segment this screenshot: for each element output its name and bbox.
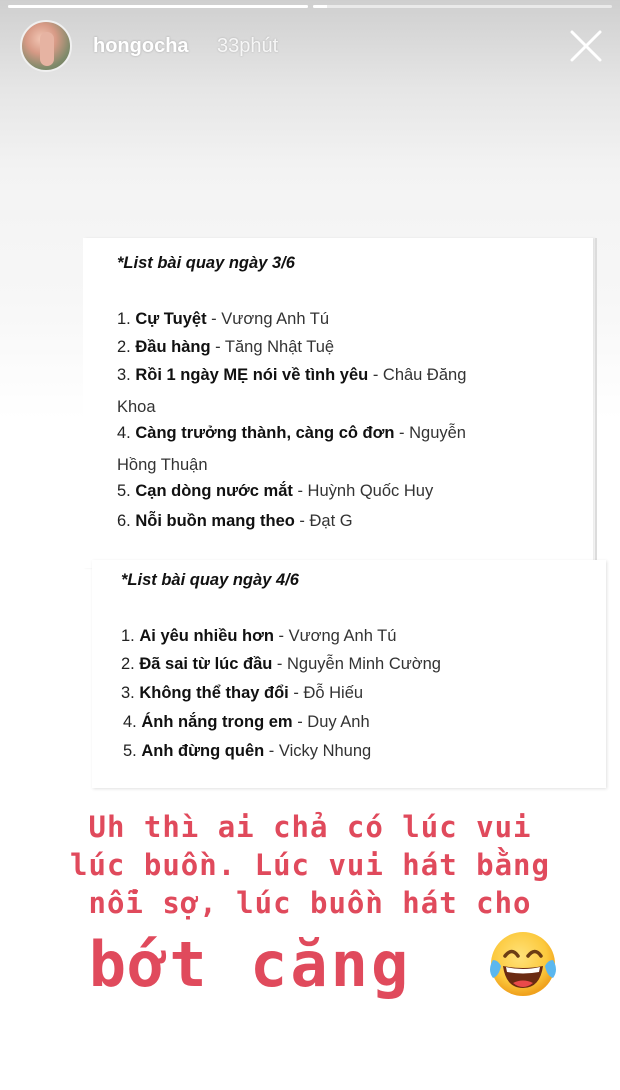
separator: - bbox=[294, 512, 310, 530]
item-number: 4. bbox=[117, 424, 131, 442]
list-item bbox=[117, 424, 466, 443]
avatar-figure bbox=[40, 32, 54, 66]
list-item-continuation bbox=[117, 398, 156, 417]
separator: - bbox=[394, 424, 410, 442]
list-item bbox=[121, 655, 441, 674]
separator: - bbox=[272, 655, 288, 673]
artist-name: Tăng Nhật Tuệ bbox=[224, 338, 335, 356]
item-number: 3. bbox=[117, 366, 131, 384]
avatar[interactable] bbox=[20, 20, 72, 72]
separator: - bbox=[368, 366, 383, 384]
list-item bbox=[117, 482, 433, 501]
artist-name: Nguyễn bbox=[409, 424, 466, 442]
song-title: Cự Tuyệt bbox=[135, 310, 207, 328]
separator: - bbox=[206, 310, 222, 328]
list-item bbox=[117, 512, 353, 531]
caption-line-1: Uh thì ai chả có lúc vui bbox=[88, 810, 532, 844]
caption-line-3: nỗi sợ, lúc buồn hát cho bbox=[88, 886, 532, 920]
story-header bbox=[0, 0, 620, 90]
separator: - bbox=[292, 713, 308, 731]
close-button[interactable] bbox=[568, 28, 604, 64]
artist-name: Châu Đăng bbox=[382, 366, 467, 384]
song-title: Đầu hàng bbox=[135, 338, 211, 356]
song-title: Rồi 1 ngày MẸ nói về tình yêu bbox=[135, 366, 369, 384]
list-item bbox=[117, 366, 466, 385]
list-item bbox=[121, 684, 363, 703]
song-title: Ai yêu nhiều hơn bbox=[139, 627, 274, 645]
tears-of-joy-emoji bbox=[485, 926, 561, 1002]
caption-line-2: lúc buồn. Lúc vui hát bằng bbox=[70, 848, 550, 882]
song-title: Không thể thay đổi bbox=[139, 684, 289, 702]
list-title-3-6: *List bài quay ngày 3/6 bbox=[117, 254, 295, 272]
artist-name: Đỗ Hiếu bbox=[303, 684, 364, 702]
song-title: Đã sai từ lúc đầu bbox=[139, 655, 273, 673]
artist-name: Duy Anh bbox=[307, 713, 370, 731]
timestamp: 33phút bbox=[217, 35, 279, 57]
item-number: 6. bbox=[117, 512, 131, 530]
artist-name-cont: Hồng Thuận bbox=[117, 456, 208, 474]
separator: - bbox=[264, 742, 279, 760]
artist-name: Huỳnh Quốc Huy bbox=[307, 482, 434, 500]
song-title: Càng trưởng thành, càng cô đơn bbox=[135, 424, 395, 442]
caption-line-4: bớt căng bbox=[88, 928, 412, 1001]
list-item bbox=[117, 338, 334, 357]
item-number: 1. bbox=[117, 310, 131, 328]
item-number: 5. bbox=[123, 742, 137, 760]
item-number: 4. bbox=[123, 713, 137, 731]
artist-name: Vương Anh Tú bbox=[221, 310, 330, 328]
song-title: Ánh nắng trong em bbox=[141, 713, 293, 731]
artist-name: Vicky Nhung bbox=[278, 742, 372, 760]
list-item bbox=[123, 742, 371, 761]
item-number: 5. bbox=[117, 482, 131, 500]
artist-name: Vương Anh Tú bbox=[288, 627, 397, 645]
list-item bbox=[117, 310, 329, 329]
close-icon bbox=[568, 28, 604, 64]
list-item bbox=[123, 713, 370, 732]
separator: - bbox=[292, 482, 308, 500]
item-number: 2. bbox=[117, 338, 131, 356]
separator: - bbox=[288, 684, 304, 702]
song-title: Nỗi buồn mang theo bbox=[135, 512, 295, 530]
list-item-continuation bbox=[117, 456, 208, 475]
artist-name: Nguyễn Minh Cường bbox=[287, 655, 441, 673]
paper-edge bbox=[595, 238, 597, 568]
song-title: Cạn dòng nước mắt bbox=[135, 482, 293, 500]
tears-of-joy-icon bbox=[485, 926, 561, 1002]
list-item bbox=[121, 627, 396, 646]
item-number: 2. bbox=[121, 655, 135, 673]
item-number: 1. bbox=[121, 627, 135, 645]
artist-name: Đạt G bbox=[309, 512, 353, 530]
artist-name-cont: Khoa bbox=[117, 398, 156, 416]
username[interactable]: hongocha bbox=[93, 35, 189, 57]
item-number: 3. bbox=[121, 684, 135, 702]
list-title-4-6: *List bài quay ngày 4/6 bbox=[121, 571, 299, 589]
separator: - bbox=[210, 338, 225, 356]
separator: - bbox=[273, 627, 289, 645]
song-title: Anh đừng quên bbox=[141, 742, 265, 760]
